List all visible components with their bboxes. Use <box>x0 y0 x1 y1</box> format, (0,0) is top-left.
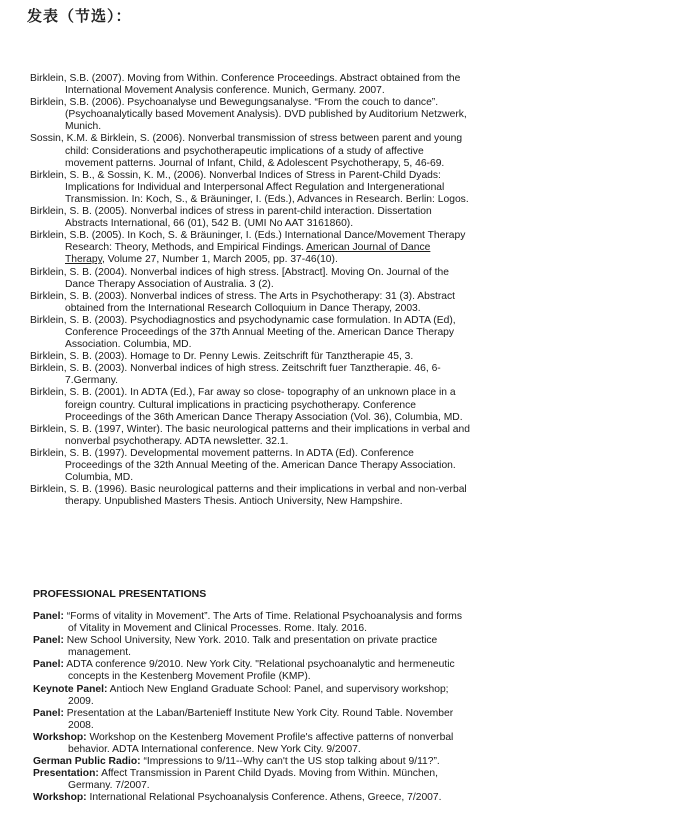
publication-entry: Birklein, S. B. (1996). Basic neurological patterns and their implications in verbal and non-verbal therapy. Unpublished Masters Thesis. Antioch University, New Hampshire. <box>30 484 467 508</box>
publication-entry: Birklein, S. B. (2003). Homage to Dr. Penny Lewis. Zeitschrift für Tanztherapie 45, 3. <box>30 351 414 363</box>
presentations-title: PROFESSIONAL PRESENTATIONS <box>33 588 207 600</box>
publication-entry: Birklein, S. B. (2001). In ADTA (Ed.), Far away so close- topography of an unknown place in a foreign country. Cultural implications in practicing psychotherapy. Conference Proceedings of the 36th American Dance Therapy Association (Vol. 36), Columbia, MD. <box>30 387 463 423</box>
presentation-entry: Keynote Panel: Antioch New England Graduate School: Panel, and supervisory workshop; 2009. <box>33 683 449 707</box>
presentation-entry: Panel: “Forms of vitality in Movement”. The Arts of Time. Relational Psychoanalysis and forms of Vitality in Movement and Clinical Processes. Rome. Italy. 2016. <box>33 611 463 635</box>
presentation-entry: Workshop: Workshop on the Kestenberg Movement Profile's affective patterns of nonverbal behavior. ADTA International conference. New York City. 9/2007. <box>33 731 454 756</box>
presentation-type: Panel: <box>33 611 64 622</box>
publication-list <box>30 73 470 508</box>
publication-entry: Sossin, K.M. & Birklein, S. (2006). Nonverbal transmission of stress between parent and young child: Considerations and psychotherapeutic implications of a study of affective movement patterns. Journal of Infant, Child, & Adolescent Psychotherapy, 5, 46-69. <box>30 133 463 169</box>
publication-entry: Birklein, S. B., & Sossin, K. M., (2006). Nonverbal Indices of Stress in Parent-Child Dyads: Implications for Individual and Interpersonal Affect Regulation and Intergenerational Transmission. In: Koch, S., & Bräuninger, I. (Eds.), Advances in Research. Berlin: Logos. <box>30 169 469 205</box>
presentation-type: Panel: <box>33 635 64 647</box>
presentation-type: German Public Radio: <box>33 756 141 768</box>
presentation-entry: German Public Radio: “Impressions to 9/11--Why can't the US stop talking about 9/11?”. <box>33 756 440 768</box>
presentation-type: Workshop: <box>33 792 87 804</box>
presentation-entry: Workshop: International Relational Psychoanalysis Conference. Athens, Greece, 7/2007. <box>33 792 442 804</box>
publication-entry: Birklein, S.B. (2006). Psychoanalyse und Bewegungsanalyse. “From the couch to dance”. (Psychoanalytically based Movement Analysis). DVD published by Auditorium Netzwerk, Munich. <box>30 97 467 133</box>
publication-entry: Birklein, S.B. (2007). Moving from Within. Conference Proceedings. Abstract obtained from the International Movement Analysis conference. Munich, Germany. 2007. <box>30 73 461 97</box>
presentation-type: Panel: <box>33 707 64 719</box>
publication-entry: Birklein, S. B. (1997, Winter). The basic neurological patterns and their implications in verbal and nonverbal psychotherapy. ADTA newsletter. 32.1. <box>30 423 470 447</box>
presentation-list <box>33 611 473 805</box>
section-heading: 发表（节选）： <box>27 7 132 25</box>
publication-entry: Birklein, S.B. (2005). In Koch, S. & Bräuninger, I. (Eds.) International Dance/Movement Therapy Research: Theory, Methods, and Empirical Findings. American Journal of Dance Therapy, Volume 27, Number 1, March 2005, pp. 37-46(10). <box>30 230 466 266</box>
presentation-type: Presentation: <box>33 768 99 780</box>
presentation-type: Panel: <box>33 659 64 671</box>
presentation-type: Keynote Panel: <box>33 683 108 695</box>
publication-entry: Birklein, S. B. (2003). Nonverbal indices of high stress. Zeitschrift fuer Tanztherapie. 46, 6-7.Germany. <box>30 363 441 387</box>
publication-entry: Birklein, S. B. (1997). Developmental movement patterns. In ADTA (Ed). Conference Proceedings of the 32th Annual Meeting of the. American Dance Therapy Association. Columbia, MD. <box>30 447 456 484</box>
presentation-entry: Panel: ADTA conference 9/2010. New York City. "Relational psychoanalytic and hermeneutic concepts in the Kestenberg Movement Profile (KMP). <box>33 659 455 683</box>
presentation-entry: Panel: Presentation at the Laban/Bartenieff Institute New York City. Round Table. November 2008. <box>33 707 454 731</box>
publication-entry: Birklein, S. B. (2003). Psychodiagnostics and psychodynamic case formulation. In ADTA (Ed), Conference Proceedings of the 37th Annual Meeting of the. American Dance Therapy Association. Columbia, MD. <box>30 314 456 351</box>
presentation-entry: Panel: New School University, New York. 2010. Talk and presentation on private practice management. <box>33 635 438 659</box>
publication-entry: Birklein, S. B. (2004). Nonverbal indices of high stress. [Abstract]. Moving On. Journal of the Dance Therapy Association of Australia. 3 (2). <box>30 266 449 290</box>
journal-link[interactable]: American Journal of Dance Therapy <box>65 242 431 266</box>
presentation-type: Workshop: <box>33 731 87 743</box>
presentation-entry: Presentation: Affect Transmission in Parent Child Dyads. Moving from Within. München, Germany. 7/2007. <box>33 768 438 792</box>
publication-entry: Birklein, S. B. (2003). Nonverbal indices of stress. The Arts in Psychotherapy: 31 (3). Abstract obtained from the International Research Colloquium in Dance Therapy, 2003. <box>30 290 456 314</box>
publication-entry: Birklein, S. B. (2005). Nonverbal indices of stress in parent-child interaction. Dissertation Abstracts International, 66 (01), 542 B. (UMI No AAT 3161860). <box>30 206 432 230</box>
